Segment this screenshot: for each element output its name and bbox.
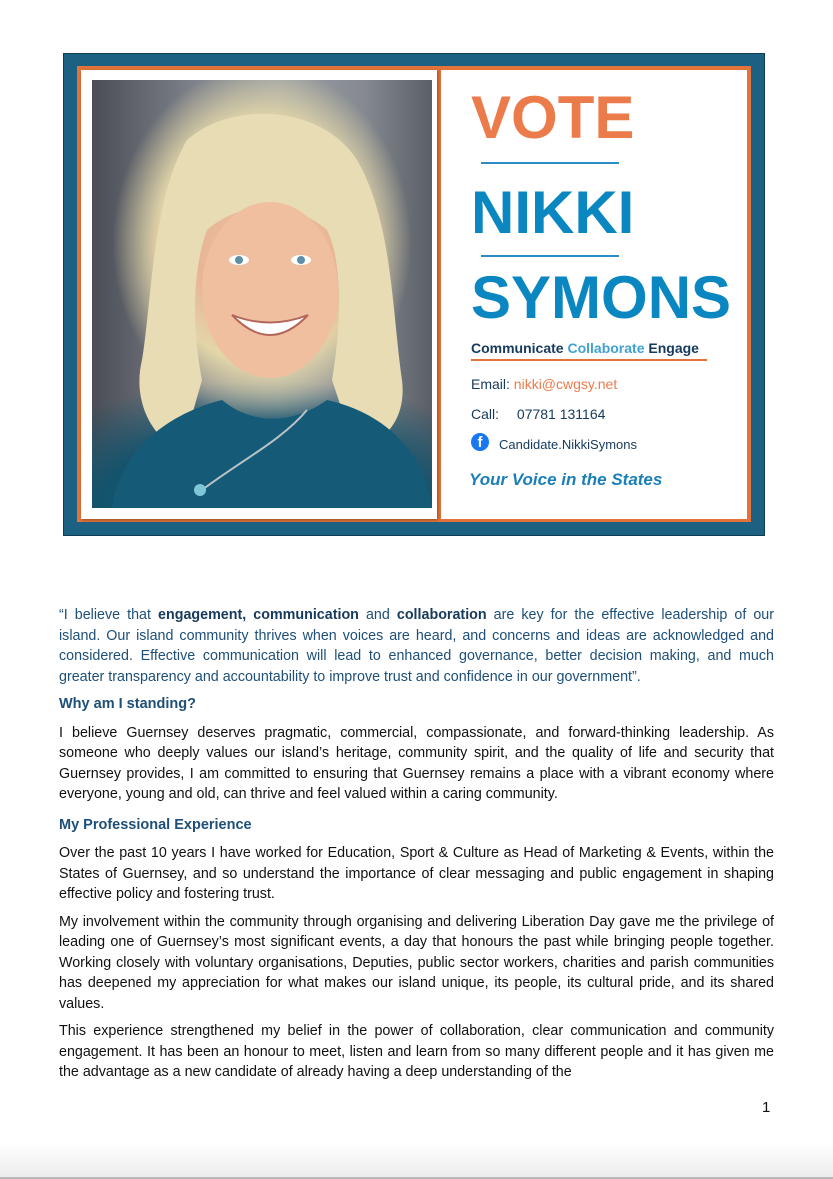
- page-number: 1: [762, 1099, 771, 1116]
- phone-row: [471, 406, 605, 422]
- tagline-collaborate: Collaborate: [567, 340, 645, 356]
- candidate-photo: [92, 80, 432, 508]
- candidate-first-name: NIKKI: [471, 179, 635, 246]
- manifesto-body: [59, 605, 774, 1090]
- email-label: Email:: [471, 376, 510, 392]
- section-heading-professional-experience: My Professional Experience: [59, 816, 252, 833]
- section-heading-why-standing: Why am I standing?: [59, 696, 196, 712]
- candidate-last-name: SYMONS: [471, 264, 732, 331]
- tagline-engage: Engage: [648, 340, 699, 356]
- candidate-quote: [59, 605, 774, 687]
- page-edge: [0, 1143, 833, 1179]
- quote-text: “I believe that: [59, 607, 159, 623]
- quote-emphasis: engagement, communication: [158, 607, 359, 623]
- poster-orange-frame: [77, 66, 751, 522]
- paragraph: Over the past 10 years I have worked for Education, Sport & Culture as Head of Marketing & Events, within the States of Guernsey, and so understand the importance of clear messaging and public engagement in shaping effective policy and fostering trust.: [59, 845, 774, 902]
- facebook-row: [471, 433, 637, 452]
- paragraph: I believe Guernsey deserves pragmatic, commercial, compassionate, and forward-thinking leadership. As someone who deeply values our island’s heritage, community spirit, and the quality of life and security that Guernsey provides, I am committed to ensuring that Guernsey remains a place with a vibrant economy where everyone, young and old, can thrive and feel valued within a caring community.: [59, 724, 774, 802]
- email-row: [471, 376, 617, 392]
- title-divider: [481, 162, 619, 164]
- portrait-illustration: [92, 80, 432, 508]
- campaign-poster: [63, 53, 765, 536]
- facebook-icon: f: [471, 433, 489, 451]
- name-divider: [481, 255, 619, 257]
- paragraph: This experience strengthened my belief in the power of collaboration, clear communication and community engagement. It has been an honour to meet, listen and learn from so many different people and it has given me the advantage as a new candidate of already having a deep understanding of the: [59, 1023, 774, 1080]
- phone-number[interactable]: 07781 131164: [516, 406, 606, 422]
- photo-panel: [81, 70, 437, 519]
- vote-heading: VOTE: [471, 84, 635, 151]
- tagline-communicate: Communicate: [471, 340, 564, 356]
- quote-text: are key for the effective leadership of our island. Our island community thrives when voices are heard, and concerns and ideas are acknowledged and considered. Effective communication will lead to enhanced governance, better decision making, and much greater transparency and accountability to improve trust and confidence in our government”.: [59, 607, 775, 685]
- campaign-tagline: [471, 340, 707, 361]
- paragraph: My involvement within the community through organising and delivering Liberation Day gave me the privilege of leading one of Guernsey’s most significant events, a day that honours the past while bringing people together. Working closely with voluntary organisations, Deputies, public sector workers, charities and parish communities has deepened my appreciation for what makes our island unique, its people, its cultural pride, and its shared values.: [59, 913, 774, 1012]
- quote-text: and: [358, 607, 397, 623]
- info-panel: [441, 70, 747, 519]
- facebook-handle[interactable]: Candidate.NikkiSymons: [499, 437, 638, 452]
- email-link[interactable]: nikki@cwgsy.net: [513, 376, 618, 392]
- campaign-slogan: Your Voice in the States: [469, 470, 663, 489]
- quote-emphasis: collaboration: [396, 607, 487, 623]
- call-label: Call:: [471, 406, 500, 422]
